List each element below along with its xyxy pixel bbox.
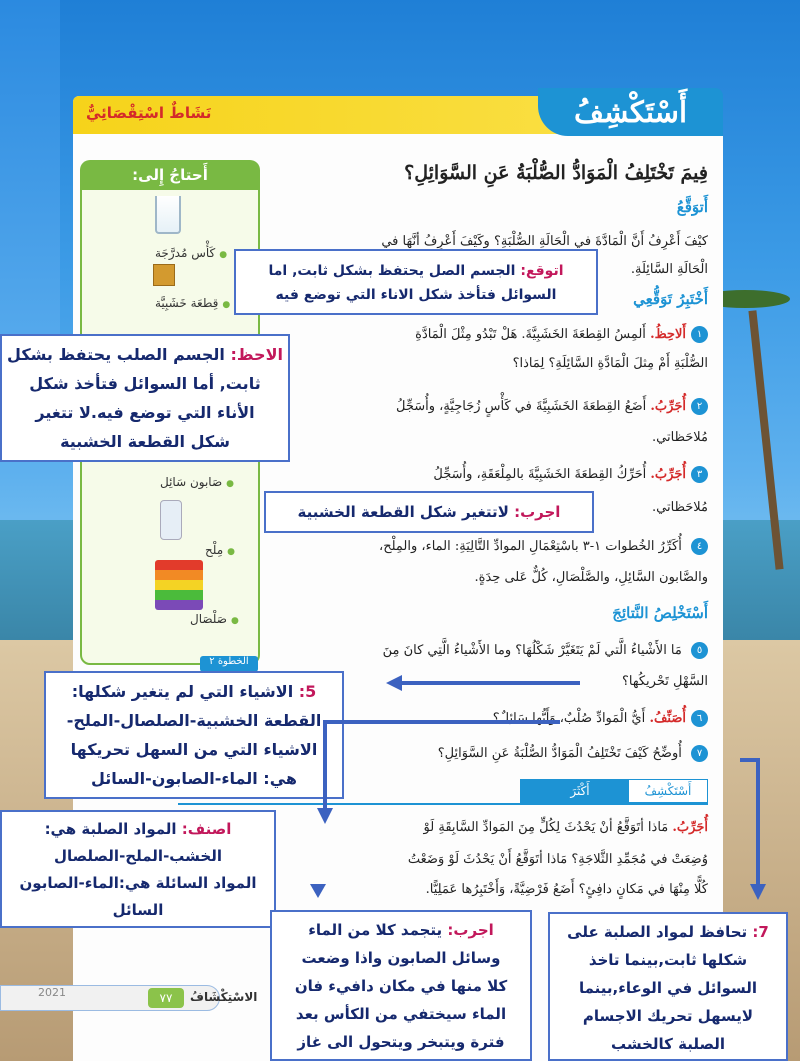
explore-more-line: وُضِعَتْ في مُجَمِّدِ الثَّلاجَةِ؟ مَاذا أتَوَقَّعُ أَنْ يَحْدُثَ لَوْ وَضَعْتُ — [407, 852, 708, 867]
note-label: اجرب: — [514, 503, 561, 521]
step-number: ٥ — [691, 642, 708, 659]
note-text: القطعة الخشبية-الصلصال-الملح- — [66, 711, 322, 730]
note-text: السوائل فتأخذ شكل الاناء التي توضع فيه — [275, 287, 557, 303]
explore-more-tab-right: أَسْتَكْشِفُ — [628, 779, 708, 803]
note-label: 5: — [298, 682, 317, 701]
note-text: لايسهل تحريك الاجسام — [582, 1007, 754, 1025]
note-text: لاتتغير شكل القطعة الخشبية — [297, 503, 509, 521]
step-keyword: أُصَنِّفُ. — [649, 711, 686, 726]
step-number: ٣ — [691, 466, 708, 483]
page-footer — [0, 985, 220, 1011]
step-text: مُلاحَظاتي. — [652, 430, 708, 445]
note-text: الأناء التي توضع فيه.لا تتغير — [35, 403, 255, 422]
arrowhead-icon — [310, 884, 326, 898]
step-number: ٦ — [691, 710, 708, 727]
step-number: ٧ — [691, 745, 708, 762]
step-text: أُوضِّحُ كَيْفَ تَخْتَلِفُ الْمَوَادُّ الصُّلْبَةُ عَنِ السَّوَائِلِ؟ — [437, 746, 682, 761]
material-item: ● مِلْح — [205, 543, 235, 557]
note-text: ثابت, أما السوائل فتأخذ شكل — [29, 374, 261, 393]
note-text: شكل القطعة الخشبية — [60, 432, 230, 451]
arrow-to-answer-7 — [740, 760, 758, 890]
note-label: اصنف: — [181, 820, 232, 838]
note-text: وسائل الصابون واذا وضعت — [301, 949, 501, 967]
explore-keyword: أُجَرِّبُ. — [672, 820, 708, 835]
note-label: اجرب: — [447, 921, 494, 939]
note-label: الاحظ: — [230, 345, 283, 364]
step-text: الصُّلْبَةِ أَمْ مِثلَ الْمَادَّةِ السَّائِلَةِ؟ لِمَاذا؟ — [512, 356, 708, 371]
activity-type-label: نَشَاطٌ اسْتِقْصَائِيٌّ — [86, 104, 212, 122]
footer-year: 2021 — [38, 986, 66, 999]
step-text: أَيُّ الْمَوادِّ صُلْبٌ، وَأَيُّها سَائِلٌ؟ — [492, 711, 646, 726]
arrowhead-icon — [386, 675, 402, 691]
material-item: ● كَأْس مُدرَّجَة — [155, 246, 227, 260]
note-label: اتوقع: — [520, 263, 564, 279]
note-text: المواد السائلة هي:الماء-الصابون — [19, 874, 257, 892]
step-text: أَضَعُ القِطعَةَ الخَشَبِيَّةَ في كَأْسٍ زُجَاجِيَّةٍ، وأُسَجِّلُ — [395, 399, 647, 414]
note-text: المواد الصلبة هي: — [44, 820, 177, 838]
section-title: أَسْتَكْشِفُ — [538, 88, 723, 136]
predict-line: الْحَالَةِ السَّائِلَةِ. — [630, 262, 708, 277]
explore-more-line: كُلًّا مِنْهَا في مَكانٍ دافِئٍ؟ أَضَعُ فَرْضِيَّةً، وَأَخْتَبِرُها عَمَلِيًّا. — [425, 882, 708, 897]
note-text: السوائل في الوعاء,بينما — [578, 979, 758, 997]
note-text: الخشب-الملح-الصلصال — [53, 847, 223, 865]
conclusions-heading: أَسْتَخْلِصُ النَّتائِجَ — [612, 604, 708, 622]
explore-more-tab: أَكْثَرَ — [520, 779, 640, 803]
step-text: أَلمِسُ القِطعَةَ الخَشَبِيَّةَ. هَلْ تَبْدُو مِثْلَ الْمَادَّةِ — [415, 327, 646, 342]
step-text: السَّهْلِ تَحْريكُها؟ — [622, 674, 708, 689]
note-text: شكلها ثابت,بينما تاخذ — [588, 951, 748, 969]
step-text: أُكَرِّرُ الخُطوات ١-٣ باسْتِعْمَالِ الموادِّ التَّالِيَةِ: الماء، والمِلْح، — [379, 539, 682, 554]
note-text: الماء سيختفي من الكأس بعد — [295, 1005, 507, 1023]
note-text: كلا منها في مكان دافيء فان — [294, 977, 508, 995]
step-label: الخطوة ٢ — [200, 656, 258, 672]
predict-heading: أَتوَقَّعُ — [676, 198, 708, 216]
note-text: الصلبة كالخشب — [610, 1035, 726, 1053]
arrowhead-icon — [317, 808, 333, 824]
materials-title: أَحتاجُ إِلى: — [80, 160, 260, 190]
step-keyword: أُجَرِّبُ. — [650, 399, 686, 414]
explore-text: مَاذا أتَوَقَّعُ أنْ يَحْدُثَ لِكُلٍّ مِنَ المَوادِّ السَّابِقَةِ لَوْ — [423, 820, 669, 835]
step-text: مُلاحَظاتي. — [652, 500, 708, 515]
arrowhead-icon — [750, 884, 766, 900]
note-text: يتجمد كلا من الماء — [308, 921, 443, 939]
note-text: الجسم الصل يحتفظ بشكل ثابت, اما — [268, 263, 516, 279]
page-number: ٧٧ — [148, 988, 184, 1008]
note-text: الاشياء التي لم يتغير شكلها: — [71, 682, 294, 701]
material-item: ● صَلْصَال — [190, 612, 239, 626]
step-number: ١ — [691, 326, 708, 343]
material-item: ● قِطعَة خَشَبِيَّة — [155, 296, 230, 310]
note-text: هي: الماء-الصابون-السائل — [91, 769, 297, 788]
predict-line: كيْفَ أَعْرِفُ أَنَّ الْمَادَّةَ في الْحَالَةِ الصُّلْبَةِ؟ وكَيْفَ أَعْرِفُ أنَّهَا في — [381, 234, 708, 249]
footer-word: الاسْتِكْشَافُ — [190, 990, 258, 1004]
note-label: 7: — [752, 923, 769, 941]
step-text: والصَّابون السَّائِلِ، والصَّلْصَالِ، كُلٌّ عَلى حِدَةٍ. — [474, 570, 708, 585]
note-text: السائل — [112, 901, 164, 919]
note-text: تحافظ لمواد الصلبة على — [567, 923, 748, 941]
step-number: ٢ — [691, 398, 708, 415]
note-text: الجسم الصلب يحتفظ بشكل — [7, 345, 225, 364]
material-item: ● صَابون سَائِل — [160, 475, 234, 489]
step-text: أُحَرِّكُ القِطعَةَ الخَشَبِيَّةَ بالمِلْعَقَةِ، وأُسَجِّلُ — [433, 467, 647, 482]
step-number: ٤ — [691, 538, 708, 555]
note-text: فترة ويتبخر ويتحول الى غاز — [297, 1033, 505, 1051]
arrow-to-classify — [325, 722, 560, 810]
step-keyword: أُجَرِّبُ. — [650, 467, 686, 482]
note-text: الاشياء التي من السهل تحريكها — [70, 740, 318, 759]
step-keyword: أَلاحِظُ. — [650, 327, 686, 342]
step-text: مَا الأَشْياءُ الَّتي لَمْ يَتَغَيَّرْ شَكْلُهَا؟ وما الأَشْياءُ الَّتِي كانَ مِنَ — [382, 643, 682, 658]
question-title: فِيمَ تَخْتَلِفُ الْمَوَادُّ الصُّلْبَةُ عَنِ السَّوَائِلِ؟ — [404, 162, 708, 184]
test-heading: أَخْتَبِرُ تَوَقُّعِي — [633, 290, 708, 308]
